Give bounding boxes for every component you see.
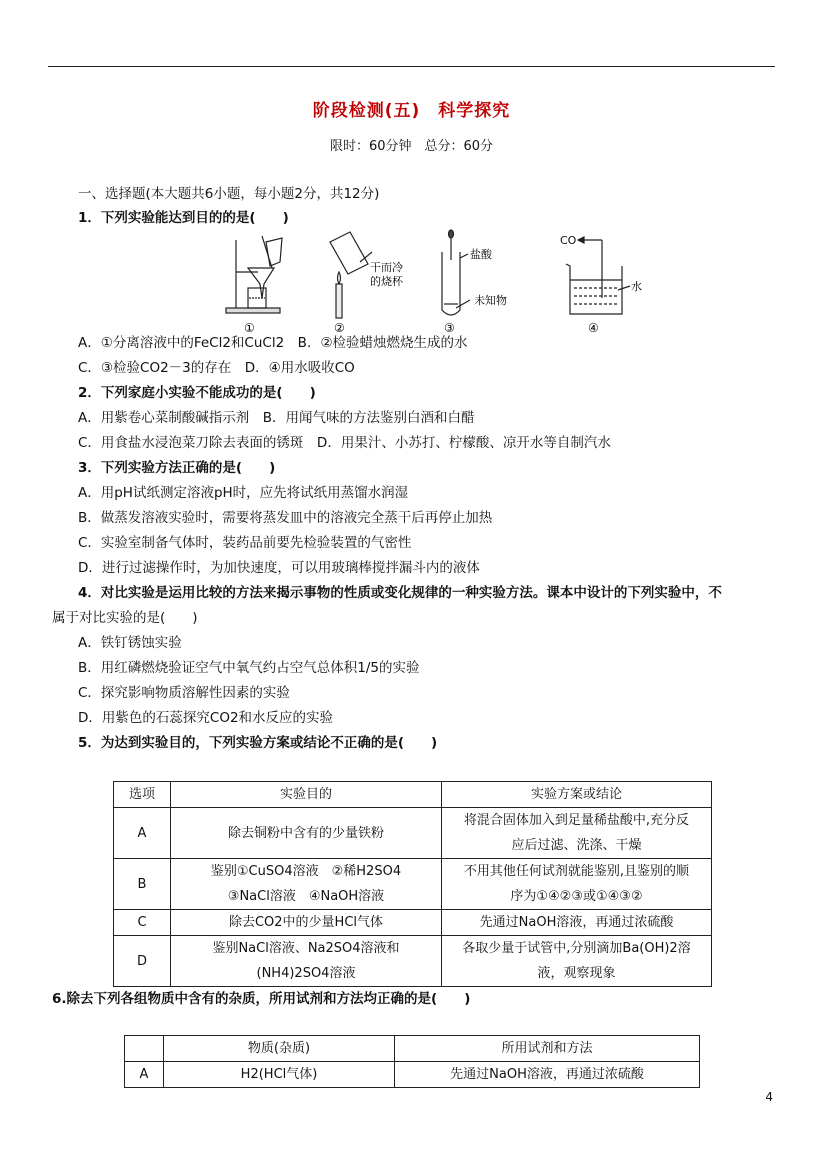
table-header: 实验目的 [171, 782, 442, 808]
table-header-row [114, 782, 712, 808]
table-cell-method: 先通过NaOH溶液，再通过浓硫酸 [395, 1062, 700, 1088]
figure-label-3: ③ [444, 321, 455, 335]
question-5-stem: 5．为达到实验目的，下列实验方案或结论不正确的是( ) [78, 735, 438, 751]
table-cell-option: B [114, 859, 171, 910]
table-cell-plan: 各取少量于试管中,分别滴加Ba(OH)2溶 液，观察现象 [442, 936, 712, 987]
table-cell-goal: 鉴别NaCl溶液、Na2SO4溶液和 (NH4)2SO4溶液 [171, 936, 442, 987]
question-3-option-a: A．用pH试纸测定溶液pH时，应先将试纸用蒸馏水润湿 [78, 485, 409, 501]
table-cell-substance: H2(HCl气体) [164, 1062, 395, 1088]
table-cell-option: A [125, 1062, 164, 1088]
acid-label: 盐酸 [470, 248, 492, 261]
question-1-option-ab: A．①分离溶液中的FeCl2和CuCl2 B．②检验蜡烛燃烧生成的水 [78, 335, 468, 351]
beaker-icon [560, 234, 630, 314]
table-header: 物质(杂质) [164, 1036, 395, 1062]
page-number: 4 [765, 1090, 773, 1104]
question-5-table [113, 781, 712, 987]
question-3-option-d: D．进行过滤操作时，为加快速度，可以用玻璃棒搅拌漏斗内的液体 [78, 560, 480, 576]
table-row [114, 910, 712, 936]
question-4-option-a: A．铁钉锈蚀实验 [78, 635, 182, 651]
question-4-stem-line1: 4．对比实验是运用比较的方法来揭示事物的性质或变化规律的一种实验方法。课本中设计的下列实验中，不 [78, 585, 722, 601]
question-4-option-b: B．用红磷燃烧验证空气中氧气约占空气总体积1/5的实验 [78, 660, 420, 676]
figure-label-4: ④ [588, 321, 599, 335]
question-3-option-c: C．实验室制备气体时，装药品前要先检验装置的气密性 [78, 535, 412, 551]
top-rule [48, 66, 775, 67]
table-header: 实验方案或结论 [442, 782, 712, 808]
table-cell-plan: 不用其他任何试剂就能鉴别,且鉴别的顺 序为①④②③或①④③② [442, 859, 712, 910]
question-1-option-cd: C．③检验CO2－3的存在 D．④用水吸收CO [78, 360, 355, 376]
question-4-option-c: C．探究影响物质溶解性因素的实验 [78, 685, 290, 701]
table-cell-goal: 除去CO2中的少量HCl气体 [171, 910, 442, 936]
table-row [114, 808, 712, 859]
question-1-stem: 1．下列实验能达到目的的是( ) [78, 210, 289, 226]
co-label: CO [560, 234, 577, 247]
question-2-option-cd: C．用食盐水浸泡菜刀除去表面的锈斑 D．用果汁、小苏打、柠檬酸、凉开水等自制汽水 [78, 435, 611, 451]
page-title: 阶段检测(五) 科学探究 [312, 101, 511, 121]
question-2-option-ab: A．用紫卷心菜制酸碱指示剂 B．用闻气味的方法鉴别白酒和白醋 [78, 410, 475, 426]
page-subtitle: 限时：60分钟 总分：60分 [329, 139, 494, 154]
filtration-apparatus-icon [226, 236, 282, 313]
question-4-option-d: D．用紫色的石蕊探究CO2和水反应的实验 [78, 710, 334, 726]
table-cell-plan: 将混合固体加入到足量稀盐酸中,充分反 应后过滤、洗涤、干燥 [442, 808, 712, 859]
test-tube-icon [442, 230, 470, 315]
figure-label-1: ① [244, 321, 255, 335]
question-2-stem: 2．下列家庭小实验不能成功的是( ) [78, 385, 316, 401]
candle-cup-icon [330, 232, 372, 318]
table-cell-goal: 除去铜粉中含有的少量铁粉 [171, 808, 442, 859]
table-cell-option: A [114, 808, 171, 859]
table-cell-option: D [114, 936, 171, 987]
cup-label-1: 干而冷 [370, 261, 403, 274]
question-3-option-b: B．做蒸发溶液实验时，需要将蒸发皿中的溶液完全蒸干后再停止加热 [78, 510, 493, 526]
table-cell-goal: 鉴别①CuSO4溶液 ②稀H2SO4 ③NaCl溶液 ④NaOH溶液 [171, 859, 442, 910]
table-header-row [125, 1036, 700, 1062]
table-cell-plan: 先通过NaOH溶液，再通过浓硫酸 [442, 910, 712, 936]
table-cell-option: C [114, 910, 171, 936]
section-heading: 一、选择题(本大题共6小题，每小题2分，共12分) [78, 186, 380, 202]
table-header: 选项 [114, 782, 171, 808]
question-6-stem: 6.除去下列各组物质中含有的杂质，所用试剂和方法均正确的是( ) [52, 991, 471, 1007]
question-3-stem: 3．下列实验方法正确的是( ) [78, 460, 276, 476]
table-header: 所用试剂和方法 [395, 1036, 700, 1062]
water-label: 水 [631, 280, 642, 293]
table-row [125, 1062, 700, 1088]
question-6-table [124, 1035, 700, 1088]
question-1-figure [222, 228, 642, 336]
table-row [114, 936, 712, 987]
table-row [114, 859, 712, 910]
cup-label-2: 的烧杯 [370, 275, 403, 288]
question-4-stem-line2: 属于对比实验的是( ) [52, 610, 198, 626]
table-header [125, 1036, 164, 1062]
unknown-label: 未知物 [474, 294, 507, 307]
figure-label-2: ② [334, 321, 345, 335]
